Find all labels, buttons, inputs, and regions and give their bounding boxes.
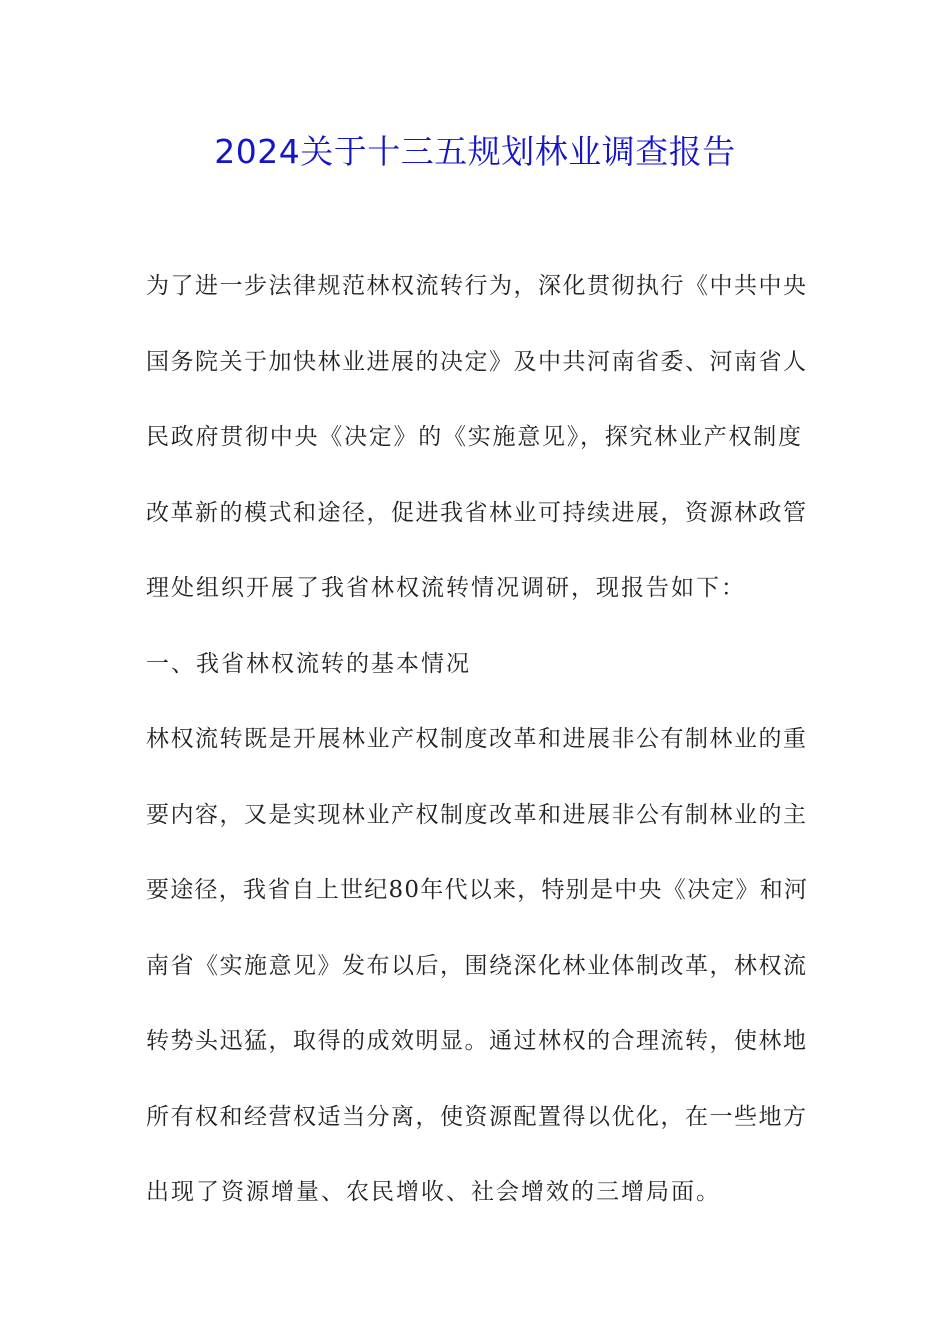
- document-title: 2024关于十三五规划林业调查报告: [214, 132, 736, 171]
- document-body: [146, 264, 808, 1246]
- paragraph-line: 理处组织开展了我省林权流转情况调研，现报告如下：: [146, 575, 746, 601]
- section-heading: 一、我省林权流转的基本情况: [146, 650, 471, 677]
- paragraph-line: 改革新的模式和途径，促进我省林业可持续进展，资源林政管: [146, 499, 808, 526]
- paragraph-line: 林权流转既是开展林业产权制度改革和进展非公有制林业的重: [146, 726, 808, 752]
- paragraph-line: 转势头迅猛，取得的成效明显。通过林权的合理流转，使林地: [146, 1028, 808, 1054]
- paragraph-line: 要途径，我省自上世纪80年代以来，特别是中央《决定》和河: [146, 877, 809, 903]
- paragraph-line: 国务院关于加快林业进展的决定》及中共河南省委、河南省人: [146, 348, 808, 375]
- paragraph-line: 所有权和经营权适当分离，使资源配置得以优化，在一些地方: [146, 1103, 808, 1130]
- paragraph-line: 出现了资源增量、农民增收、社会增效的三增局面。: [146, 1179, 721, 1205]
- paragraph-line: 南省《实施意见》发布以后，围绕深化林业体制改革，林权流: [146, 952, 808, 979]
- paragraph-line: 要内容，又是实现林业产权制度改革和进展非公有制林业的主: [146, 801, 808, 828]
- paragraph-line: 为了进一步法律规范林权流转行为，深化贯彻执行《中共中央: [146, 273, 808, 299]
- paragraph-line: 民政府贯彻中央《决定》的《实施意见》，探究林业产权制度: [146, 424, 803, 450]
